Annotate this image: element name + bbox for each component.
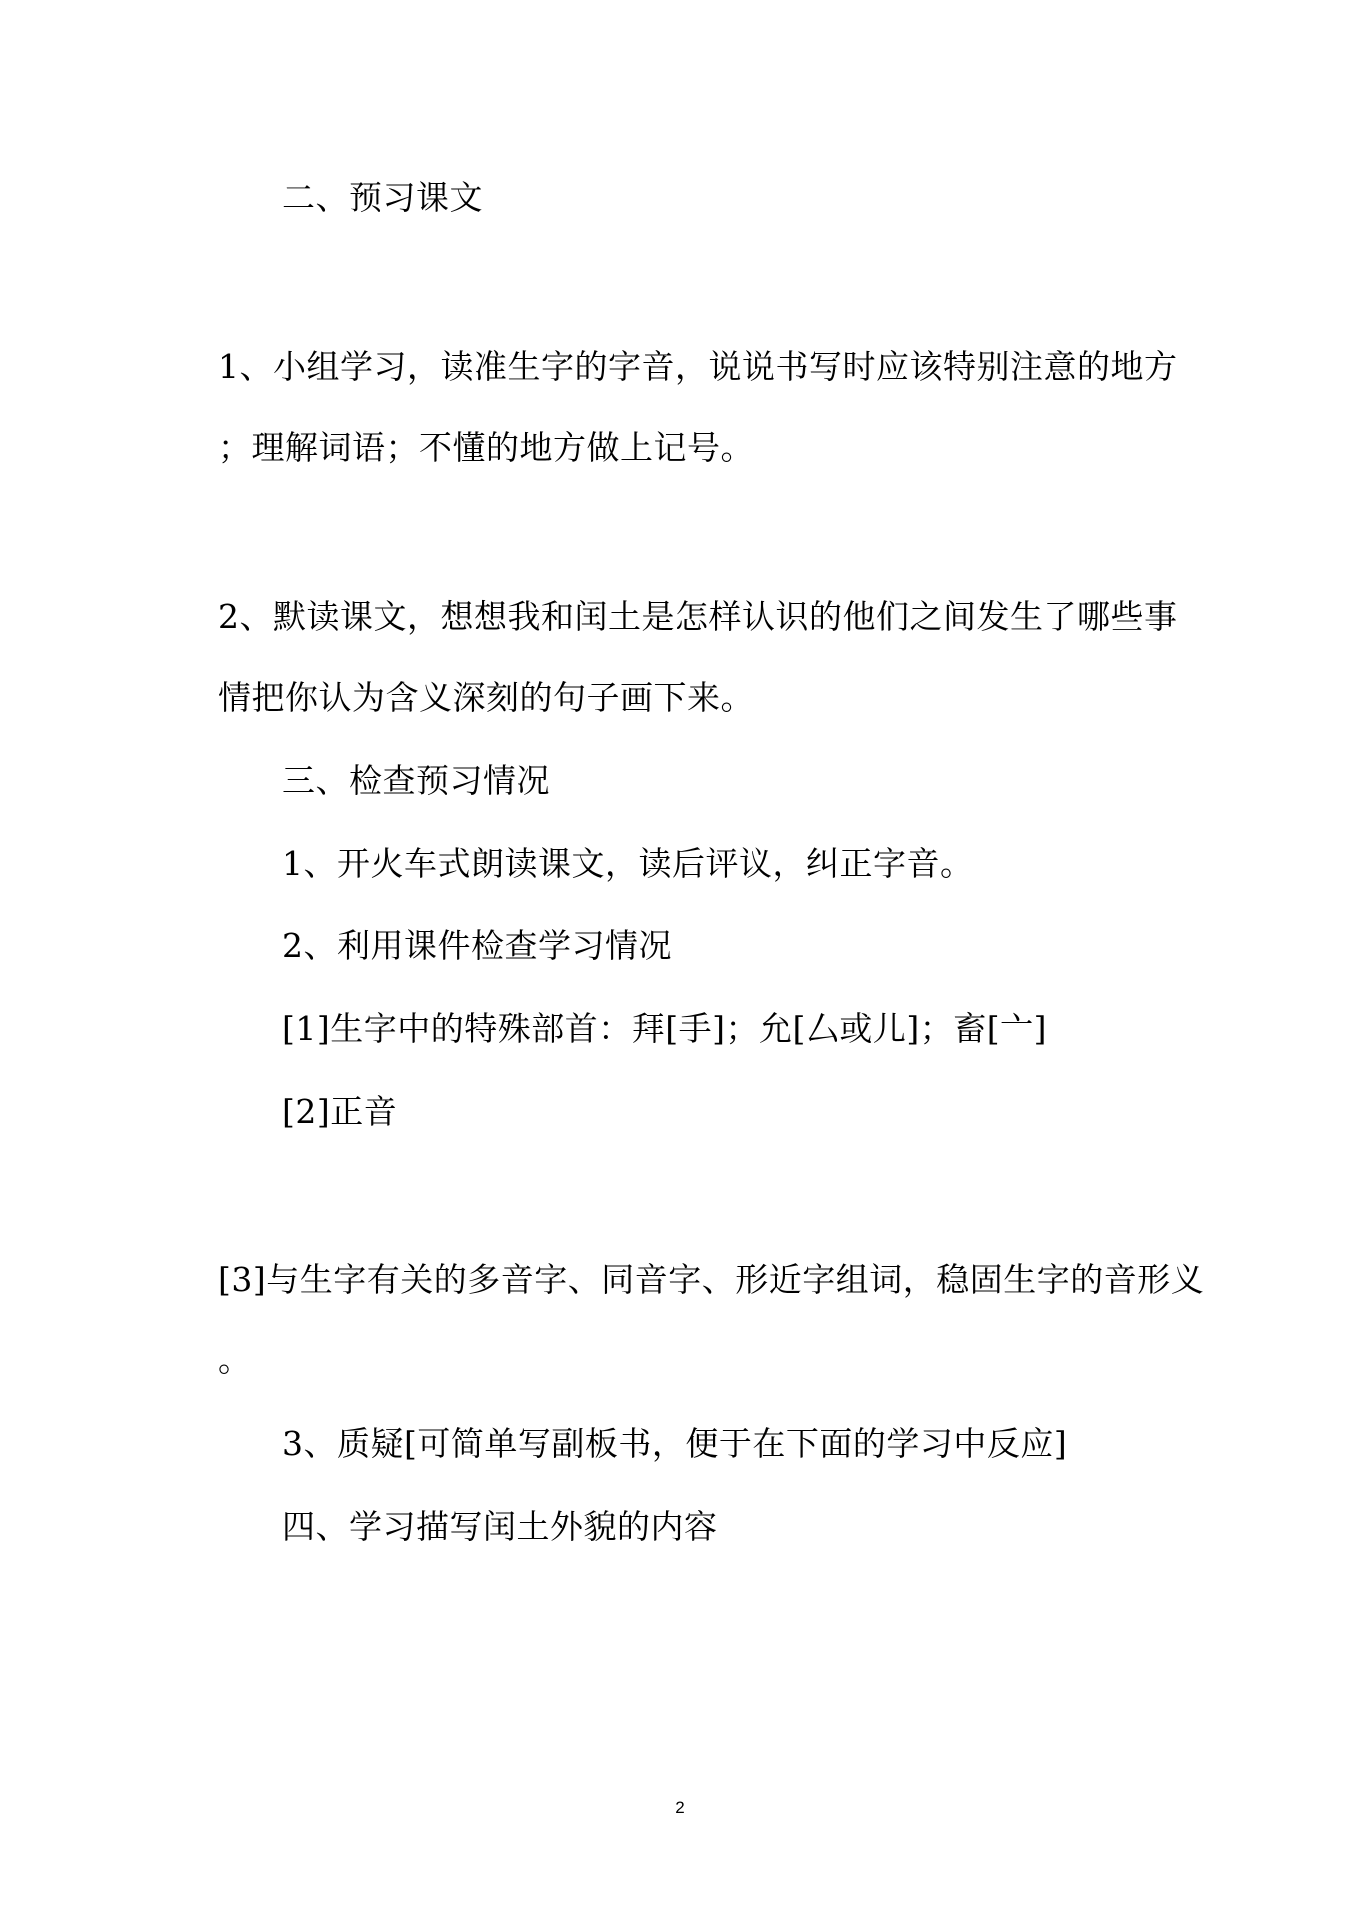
- section-heading-preview: 二、预习课文: [282, 178, 483, 217]
- paragraph-line: [3]与生字有关的多音字、同音字、形近字组词，稳固生字的音形义: [218, 1260, 1205, 1299]
- paragraph-line: 2、利用课件检查学习情况: [282, 926, 672, 965]
- section-heading-check: 三、检查预习情况: [282, 761, 550, 800]
- paragraph-line: ；理解词语；不懂的地方做上记号。: [218, 428, 754, 467]
- paragraph-line: [2]正音: [282, 1092, 398, 1131]
- section-heading-appearance: 四、学习描写闰土外貌的内容: [282, 1507, 718, 1546]
- paragraph-line: 情把你认为含义深刻的句子画下来。: [218, 678, 754, 717]
- paragraph-line: 3、质疑[可简单写副板书，便于在下面的学习中反应]: [282, 1424, 1068, 1463]
- paragraph-line: 2、默读课文，想想我和闰土是怎样认识的他们之间发生了哪些事: [218, 597, 1178, 636]
- paragraph-line: 。: [218, 1340, 252, 1379]
- paragraph-line: [1]生字中的特殊部首：拜[手]；允[厶或儿]；畜[亠]: [282, 1009, 1047, 1048]
- paragraph-line: 1、开火车式朗读课文，读后评议，纠正字音。: [282, 844, 974, 883]
- page-number: 2: [675, 1798, 685, 1817]
- paragraph-line: 1、小组学习，读准生字的字音，说说书写时应该特别注意的地方: [218, 347, 1178, 386]
